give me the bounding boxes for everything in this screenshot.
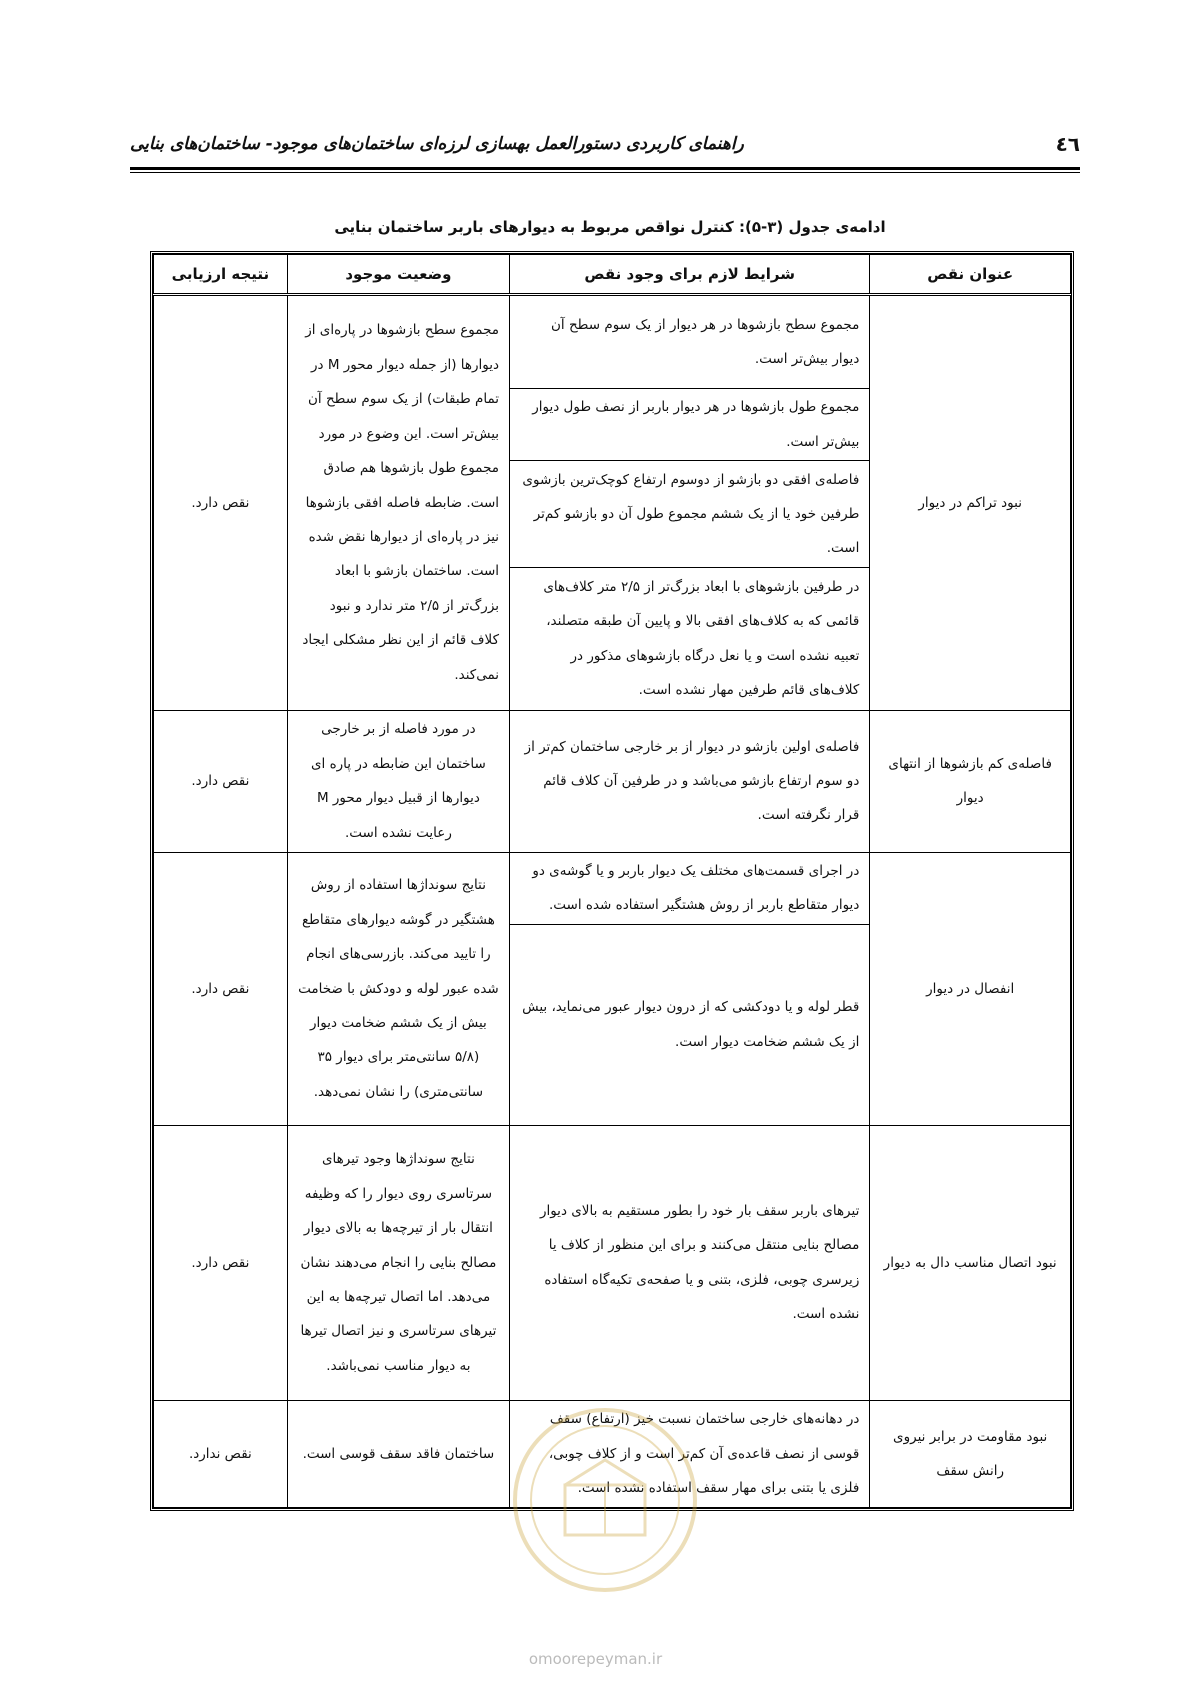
row-condition: در اجرای قسمت‌های مختلف یک دیوار باربر و یا گوشه‌ی دو دیوار متقاطع باربر از روش هشتگیر استفاده شده است. [510, 852, 870, 924]
table-row [154, 710, 1071, 852]
table-row [154, 852, 1071, 924]
row-condition: فاصله‌ی افقی دو بازشو از دوسوم ارتفاع کوچک‌ترین بازشوی طرفین خود یا از یک ششم مجموع طول آن دو بازشو کم‌تر است. [510, 461, 870, 568]
table-caption: ادامه‌ی جدول (۳-۵): کنترل نواقص مربوط به دیوارهای باربر ساختمان بنایی [334, 218, 886, 236]
table-row [154, 295, 1071, 389]
row-title: نبود تراکم در دیوار [870, 295, 1071, 711]
row-condition: در دهانه‌های خارجی ساختمان نسبت خیز (ارتفاع) سقف قوسی از نصف قاعده‌ی آن کم‌تر است و از کلاف چوبی، فلزی یا بتنی برای مهار سقف استفاده نشده است. [510, 1400, 870, 1507]
row-title: فاصله‌ی کم بازشوها از انتهای دیوار [870, 710, 1071, 852]
header-title: عنوان نقص [870, 255, 1071, 295]
seal-icon [510, 1405, 700, 1595]
row-condition: تیرهای باربر سقف بار خود را بطور مستقیم به بالای دیوار مصالح بنایی منتقل می‌کنند و برای این منظور از کلاف یا زیرسری چوبی، فلزی، بتنی و یا صفحه‌ی تکیه‌گاه استفاده نشده است. [510, 1125, 870, 1400]
table-row [154, 1125, 1071, 1400]
row-status: ساختمان فاقد سقف قوسی است. [287, 1400, 509, 1507]
header-rule-thin [130, 172, 1080, 173]
row-condition: قطر لوله و یا دودکشی که از درون دیوار عبور می‌نماید، بیش از یک ششم ضخامت دیوار است. [510, 924, 870, 1125]
row-result: نقص دارد. [154, 1125, 288, 1400]
row-condition: فاصله‌ی اولین بازشو در دیوار از بر خارجی ساختمان کم‌تر از دو سوم ارتفاع بازشو می‌باشد و در طرفین آن کلاف قائم قرار نگرفته است. [510, 710, 870, 852]
header-rule [130, 167, 1080, 170]
page-header [130, 118, 1080, 168]
table-header-row [154, 255, 1071, 295]
footer-site [0, 1650, 1191, 1668]
header-status: وضعیت موجود [287, 255, 509, 295]
row-result: نقص دارد. [154, 710, 288, 852]
row-result: نقص دارد. [154, 295, 288, 711]
running-title: راهنمای کاربردی دستورالعمل بهسازی لرزه‌ای ساختمان‌های موجود- ساختمان‌های بنایی [130, 134, 744, 154]
header-conditions: شرایط لازم برای وجود نقص [510, 255, 870, 295]
page-number: ٤٦ [1055, 132, 1080, 156]
row-status: نتایج سونداژها استفاده از روش هشتگیر در گوشه دیوارهای متقاطع را تایید می‌کند. بازرسی‌های انجام شده عبور لوله و دودکش با ضخامت بیش از یک ششم ضخامت دیوار (۵/۸ سانتی‌متر برای دیوار ۳۵ سانتی‌متری) را نشان نمی‌دهد. [287, 852, 509, 1125]
row-status: نتایج سونداژها وجود تیرهای سرتاسری روی دیوار را که وظیفه انتقال بار از تیرچه‌ها به بالای دیوار مصالح بنایی را انجام می‌دهند نشان می‌دهد. اما اتصال تیرچه‌ها به این تیرهای سرتاسری و نیز اتصال تیرها به دیوار مناسب نمی‌باشد. [287, 1125, 509, 1400]
row-title: انفصال در دیوار [870, 852, 1071, 1125]
footer-site-text: omoorepeyman.ir [528, 1650, 663, 1668]
row-result: نقص دارد. [154, 852, 288, 1125]
deficiency-table [150, 251, 1074, 1511]
row-status: مجموع سطح بازشوها در پاره‌ای از دیوارها (از جمله دیوار محور M در تمام طبقات) از یک سوم سطح آن بیش‌تر است. این وضوع در مورد مجموع طول بازشوها هم صادق است. ضابطه فاصله افقی بازشوها نیز در پاره‌ای از دیوارها نقض شده است. ساختمان بازشو با ابعاد بزرگ‌تر از ۲/۵ متر ندارد و نبود کلاف قائم از این نظر مشکلی ایجاد نمی‌کند. [287, 295, 509, 711]
row-result: نقص ندارد. [154, 1400, 288, 1507]
row-title: نبود اتصال مناسب دال به دیوار [870, 1125, 1071, 1400]
row-condition: مجموع سطح بازشوها در هر دیوار از یک سوم سطح آن دیوار بیش‌تر است. [510, 295, 870, 389]
row-condition: مجموع طول بازشوها در هر دیوار باربر از نصف طول دیوار بیش‌تر است. [510, 389, 870, 461]
header-result: نتیجه ارزیابی [154, 255, 288, 295]
row-title: نبود مقاومت در برابر نیروی رانش سقف [870, 1400, 1071, 1507]
row-condition: در طرفین بازشوهای با ابعاد بزرگ‌تر از ۲/۵ متر کلاف‌های قائمی که به کلاف‌های افقی بالا و پایین آن طبقه متصلند، تعبیه نشده است و یا نعل درگاه بازشوهای مذکور در کلاف‌های قائم طرفین مهار نشده است. [510, 568, 870, 710]
row-status: در مورد فاصله از بر خارجی ساختمان این ضابطه در پاره ای دیوارها از قبیل دیوار محور M رعایت نشده است. [287, 710, 509, 852]
